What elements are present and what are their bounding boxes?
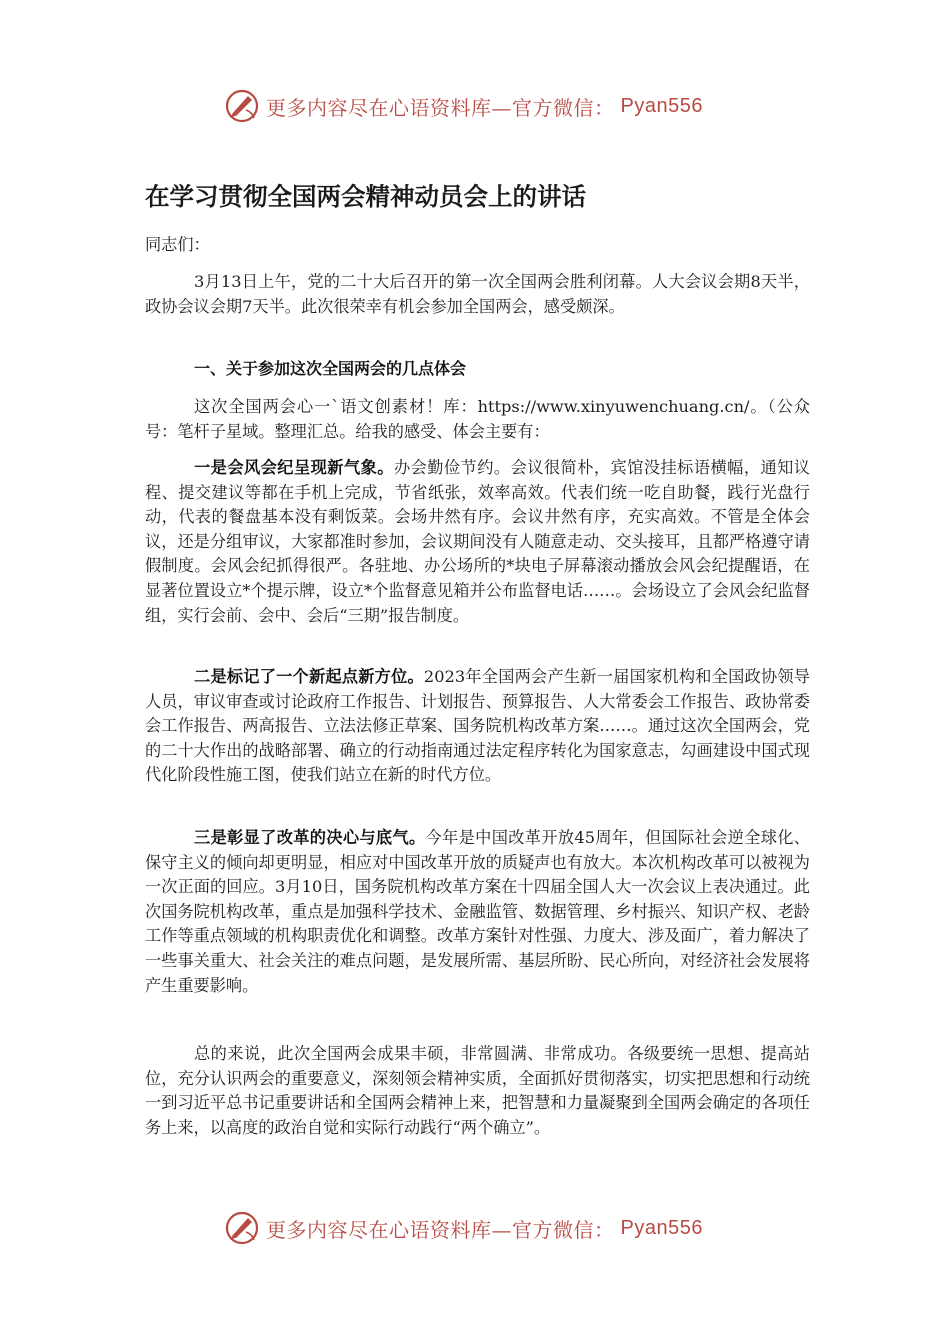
section-intro-paragraph: 这次全国两会心一`语文创素材！库：https://www.xinyuwenchuang.cn/。（公众号：笔杆子星域。整理汇总。给我的感受、体会主要有：	[145, 397, 810, 441]
point-three-lead: 三是彰显了改革的决心与底气。	[194, 828, 426, 847]
point-two-paragraph	[145, 665, 810, 788]
point-one-body: 办会勤俭节约。会议很简朴，宾馆没挂标语横幅，通知议程、提交建议等都在手机上完成，节省纸张，效率高效。代表们统一吃自助餐，践行光盘行动，代表的餐盘基本没有剩饭菜。会场井然有序。会议井然有序，充实高效。不管是全体会议，还是分组审议，大家都准时参加，会议期间没有人随意走动、交头接耳，且都严格遵守请假制度。会风会纪抓得很严。各驻地、办公场所的*块电子屏幕滚动播放会风会纪提醒语，在显著位置设立*个提示牌，设立*个监督意见箱并公布监督电话……。会场设立了会风会纪监督组，实行会前、会中、会后“三期”报告制度。	[145, 458, 810, 625]
banner-text: 更多内容尽在心语资料库—官方微信：	[266, 95, 615, 120]
banner-text: 更多内容尽在心语资料库—官方微信：	[266, 1217, 615, 1242]
intro-paragraph: 3月13日上午，党的二十大后召开的第一次全国两会胜利闭幕。人大会议会期8天半，政协会议会期7天半。此次很荣幸有机会参加全国两会，感受颇深。	[145, 272, 810, 316]
pen-logo-icon	[224, 88, 260, 124]
header-banner	[224, 86, 744, 126]
document-title: 在学习贯彻全国两会精神动员会上的讲话	[145, 182, 586, 211]
point-three-paragraph	[145, 826, 810, 998]
point-two-body: 2023年全国两会产生新一届国家机构和全国政协领导人员，审议审查或讨论政府工作报告、计划报告、预算报告、人大常委会工作报告、政协常委会工作报告、两高报告、立法法修正草案、国务院机构改革方案……。通过这次全国两会，党的二十大作出的战略部署、确立的行动指南通过法定程序转化为国家意志，勾画建设中国式现代化阶段性施工图，使我们站立在新的时代方位。	[145, 667, 810, 785]
footer-banner	[224, 1208, 744, 1248]
salutation: 同志们：	[145, 235, 210, 254]
banner-wechat-id: Pyan556	[620, 1216, 703, 1239]
point-two-lead: 二是标记了一个新起点新方位。	[194, 667, 424, 686]
summary-paragraph: 总的来说，此次全国两会成果丰硕，非常圆满、非常成功。各级要统一思想、提高站位，充分认识两会的重要意义，深刻领会精神实质，全面抓好贯彻落实，切实把思想和行动统一到习近平总书记重要讲话和全国两会精神上来，把智慧和力量凝聚到全国两会确定的各项任务上来，以高度的政治自觉和实际行动践行“两个确立”。	[145, 1044, 810, 1137]
point-one-lead: 一是会风会纪呈现新气象。	[194, 458, 394, 477]
banner-wechat-id: Pyan556	[620, 94, 703, 117]
point-one-paragraph	[145, 456, 810, 628]
point-three-body: 今年是中国改革开放45周年，但国际社会逆全球化、保守主义的倾向却更明显，相应对中国改革开放的质疑声也有放大。本次机构改革可以被视为一次正面的回应。3月10日，国务院机构改革方案在十四届全国人大一次会议上表决通过。此次国务院机构改革，重点是加强科学技术、金融监管、数据管理、乡村振兴、知识产权、老龄工作等重点领域的机构职责优化和调整。改革方案针对性强、力度大、涉及面广，着力解决了一些事关重大、社会关注的难点问题，是发展所需、基层所盼、民心所向，对经济社会发展将产生重要影响。	[145, 828, 810, 995]
section-heading: 一、关于参加这次全国两会的几点体会	[194, 359, 467, 378]
pen-logo-icon	[224, 1210, 260, 1246]
